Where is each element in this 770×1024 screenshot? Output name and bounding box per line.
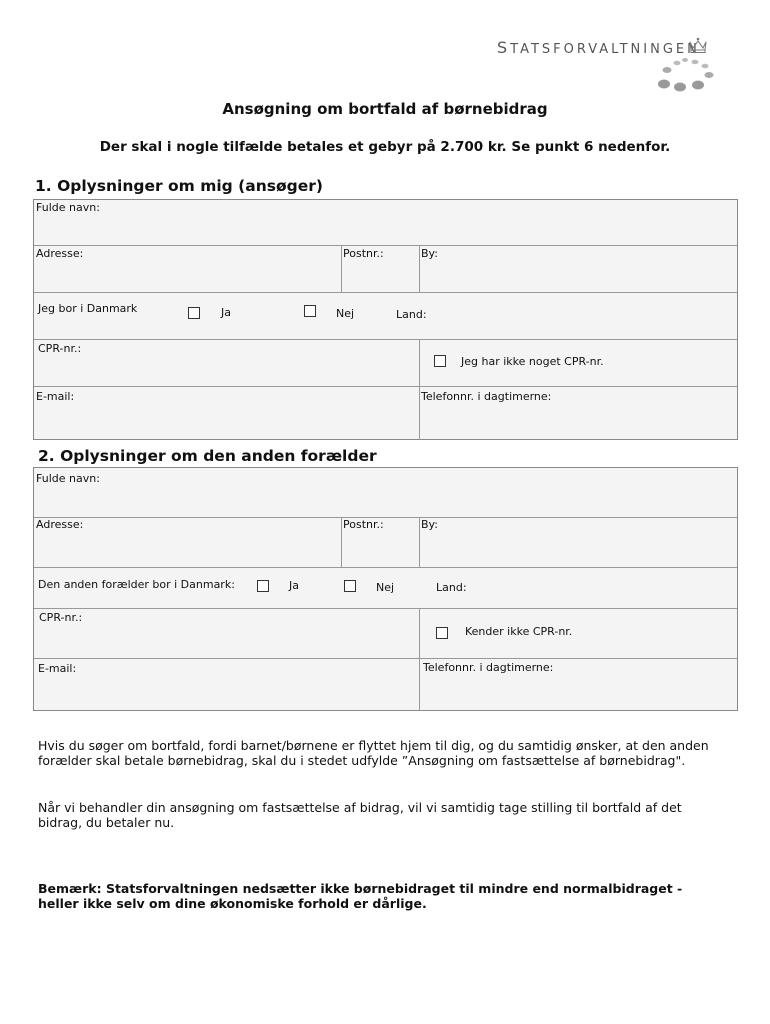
s1-no-cpr-label: Jeg har ikke noget CPR-nr. xyxy=(461,355,604,368)
s1-no-checkbox[interactable] xyxy=(304,305,316,317)
s1-yes-label: Ja xyxy=(221,306,231,319)
s2-phone-field[interactable]: Telefonnr. i dagtimerne: xyxy=(423,661,554,674)
s1-lives-in-dk-label: Jeg bor i Danmark xyxy=(38,302,138,315)
logo-wordmark: STATSFORVALTNINGEN xyxy=(497,38,700,57)
s1-no-label: Nej xyxy=(336,307,355,320)
s2-address-field[interactable]: Adresse: xyxy=(36,518,84,531)
s1-phone-field[interactable]: Telefonnr. i dagtimerne: xyxy=(421,390,552,403)
note-paragraph: Bemærk: Statsforvaltningen nedsætter ikke børnebidraget til mindre end normalbidraget - heller ikke selv om dine økonomiske forhold er dårlige. xyxy=(38,881,683,911)
s2-full-name-field[interactable]: Fulde navn: xyxy=(36,472,100,485)
s2-no-cpr-label: Kender ikke CPR-nr. xyxy=(465,625,573,638)
s2-no-checkbox[interactable] xyxy=(344,580,356,592)
dots-logo-icon xyxy=(655,56,715,96)
s2-no-cpr-checkbox[interactable] xyxy=(436,627,448,639)
info-paragraph-1: Hvis du søger om bortfald, fordi barnet/børnene er flyttet hjem til dig, og du samtidig ønsker, at den anden forælder skal betale børnebidrag, skal du i stedet udfylde ”Ansøgning om fastsættelse af børnebidrag". xyxy=(38,738,709,768)
page-title: Ansøgning om bortfald af børnebidrag xyxy=(222,100,548,118)
s2-city-field[interactable]: By: xyxy=(421,518,438,531)
s2-cpr-field[interactable]: CPR-nr.: xyxy=(39,611,83,624)
s1-email-field[interactable]: E-mail: xyxy=(36,390,75,403)
s2-no-label: Nej xyxy=(376,581,395,594)
info-paragraph-2: Når vi behandler din ansøgning om fastsættelse af bidrag, vil vi samtidig tage stilling til bortfald af det bidrag, du betaler nu. xyxy=(38,800,682,830)
section2-heading: 2. Oplysninger om den anden forælder xyxy=(38,447,377,465)
s2-yes-label: Ja xyxy=(289,579,299,592)
s1-cpr-field[interactable]: CPR-nr.: xyxy=(38,342,82,355)
s1-address-field[interactable]: Adresse: xyxy=(36,247,84,260)
s2-lives-in-dk-label: Den anden forælder bor i Danmark: xyxy=(38,578,235,591)
s1-no-cpr-checkbox[interactable] xyxy=(434,355,446,367)
s1-full-name-field[interactable]: Fulde navn: xyxy=(36,201,100,214)
s2-yes-checkbox[interactable] xyxy=(257,580,269,592)
section1-heading: 1. Oplysninger om mig (ansøger) xyxy=(35,177,323,195)
s2-country-field[interactable]: Land: xyxy=(436,581,467,594)
s2-email-field[interactable]: E-mail: xyxy=(38,662,77,675)
section1-form xyxy=(33,199,738,440)
s1-postal-field[interactable]: Postnr.: xyxy=(343,247,384,260)
s1-yes-checkbox[interactable] xyxy=(188,307,200,319)
s1-country-field[interactable]: Land: xyxy=(396,308,427,321)
fee-notice: Der skal i nogle tilfælde betales et gebyr på 2.700 kr. Se punkt 6 nedenfor. xyxy=(99,139,671,155)
section2-form xyxy=(33,467,738,711)
s2-postal-field[interactable]: Postnr.: xyxy=(343,518,384,531)
crown-icon xyxy=(688,36,708,54)
s1-city-field[interactable]: By: xyxy=(421,247,438,260)
